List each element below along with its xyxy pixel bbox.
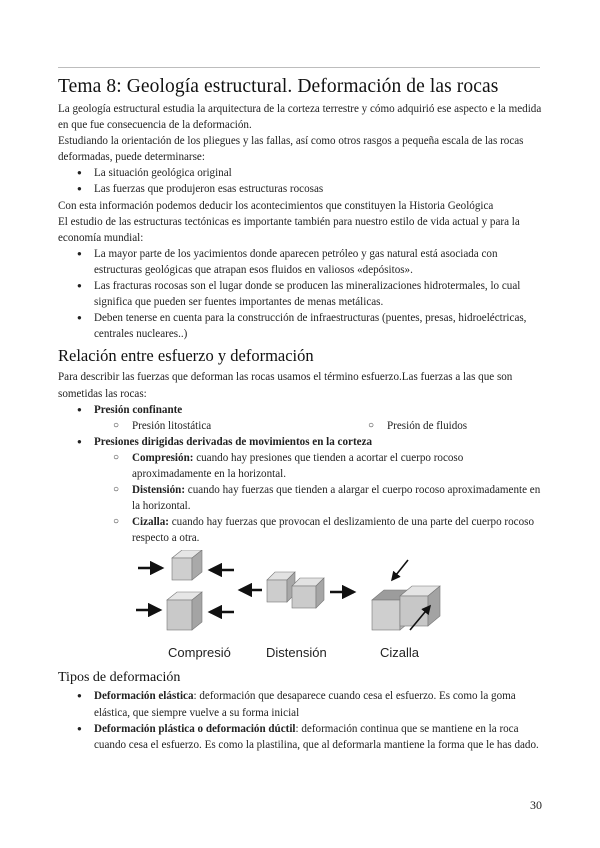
stress-figure — [132, 550, 462, 660]
dirigidas-label: Presiones dirigidas derivadas de movimientos en la corteza — [94, 435, 373, 448]
determine-list — [58, 165, 544, 197]
sub-item-litostatica: ○ Presión litostática — [58, 418, 368, 434]
definition: cuando hay presiones que tienden a acortar el cuerpo rocoso aproximadamente en la horizontal. — [132, 451, 464, 480]
figure-label-distension: Distensión — [266, 645, 327, 661]
definition: cuando hay fuerzas que provocan el deslizamiento de una parte del cuerpo rocoso respecto a otra. — [132, 516, 535, 545]
term: Deformación elástica — [94, 690, 194, 703]
list-item: ● La situación geológica original — [58, 165, 544, 181]
term: Distensión: — [132, 484, 186, 497]
intro-paragraph-2: Estudiando la orientación de los pliegues y las fallas, así como otros rasgos a pequeña escala de las rocas deformadas, puede determinarse: — [58, 135, 524, 164]
importance-paragraph: El estudio de las estructuras tectónicas es importante también para nuestro estilo de vida actual y para la economía mundial: — [58, 215, 520, 244]
list-item-dirigidas — [58, 434, 544, 450]
sub-item-distension — [58, 482, 544, 514]
shear-blocks — [372, 586, 440, 630]
definition: : deformación que desaparece cuando cesa el esfuerzo. Es como la goma elástica, que siempre vuelve a su forma inicial — [94, 690, 516, 719]
list-item: ● Las fuerzas que produjeron esas estructuras rocosas — [58, 181, 544, 197]
intro-paragraph-1: La geología estructural estudia la arquitectura de la corteza terrestre y cómo adquirió ese aspecto e la medida en que fue consecuencia de la deformación. — [58, 103, 542, 132]
term: Cizalla: — [132, 516, 169, 529]
definition: cuando hay fuerzas que tienden a alargar el cuerpo rocoso aproximadamente en la horizontal. — [132, 484, 541, 513]
importance-list — [58, 246, 544, 343]
sub-item-fluidos: ○ Presión de fluidos — [368, 418, 467, 434]
figure-label-cizalla: Cizalla — [380, 645, 420, 661]
list-item-confinante — [58, 402, 544, 418]
confinante-label: Presión confinante — [94, 403, 183, 416]
term: Compresión: — [132, 451, 194, 464]
page-number: 30 — [530, 798, 542, 812]
figure-label-compresion: Compresió — [168, 645, 231, 661]
compression-blocks — [167, 550, 202, 630]
confinante-sublist — [58, 418, 544, 434]
list-item-plastica — [58, 721, 544, 753]
stress-diagram — [132, 550, 462, 642]
shear-arrow — [392, 560, 408, 580]
definition: : deformación continua que se mantiene en la roca cuando cesa el esfuerzo. Es como la plastilina, que al deformarla mantiene la forma que le has dado. — [94, 722, 539, 751]
forces-list — [58, 402, 544, 450]
document-page — [58, 76, 544, 753]
list-item: ● Deben tenerse en cuenta para la construcción de infraestructuras (puentes, presas, hidroeléctricas, centrales nucleares..) — [58, 310, 544, 342]
section-heading-stress: Relación entre esfuerzo y deformación — [58, 346, 314, 366]
section-heading-types: Tipos de deformación — [58, 670, 181, 686]
sub-item-compresion — [58, 450, 544, 482]
list-item: ● La mayor parte de los yacimientos donde aparecen petróleo y gas natural está asociada con estructuras geológicas que atrapan esos fluidos en valiosos «depósitos». — [58, 246, 544, 278]
term: Deformación plástica o deformación dúctil — [94, 722, 296, 735]
list-item: ● Las fracturas rocosas son el lugar donde se producen las mineralizaciones hidrotermales, lo cual significa que pueden ser fuentes importantes de menas metálicas. — [58, 278, 544, 310]
distension-blocks — [267, 572, 324, 608]
history-paragraph: Con esta información podemos deducir los acontecimientos que constituyen la Historia Geológica — [58, 199, 494, 212]
list-item-elastica — [58, 688, 544, 720]
deformation-types-list — [58, 688, 544, 752]
stress-intro: Para describir las fuerzas que deforman las rocas usamos el término esfuerzo.Las fuerzas a las que son sometidas las rocas: — [58, 371, 513, 400]
header-rule — [58, 67, 540, 68]
page-title: Tema 8: Geología estructural. Deformación de las rocas — [58, 76, 499, 97]
dirigidas-sublist — [58, 450, 544, 547]
sub-item-cizalla — [58, 514, 544, 546]
